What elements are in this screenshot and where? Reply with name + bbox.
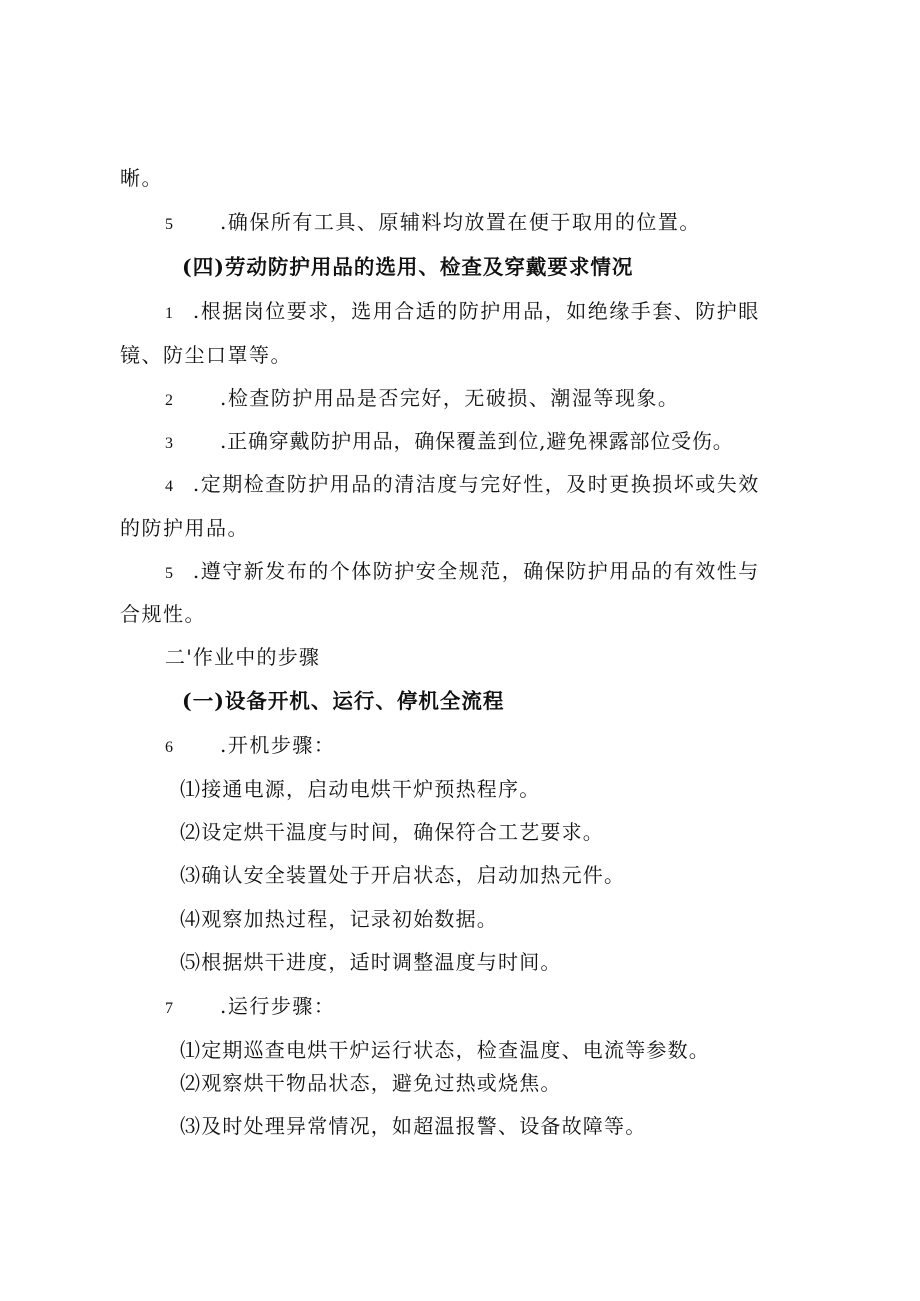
paragraph-line: 合规性。 <box>120 602 206 626</box>
list-item <box>165 470 760 501</box>
sub-list-item: ⑴接通电源，启动电烘干炉预热程序。 <box>180 777 541 801</box>
sub-list-item: ⑶确认安全装置处于开启状态，启动加热元件。 <box>180 863 626 887</box>
list-number: 2 <box>165 392 173 409</box>
list-number: 3 <box>165 435 173 452</box>
list-item <box>165 297 760 328</box>
list-text: .正确穿戴防护用品，确保覆盖到位,避免裸露部位受伤。 <box>220 429 734 453</box>
sub-list-item: ⑸根据烘干进度，适时调整温度与时间。 <box>180 950 562 974</box>
paragraph-line: 镜、防尘口罩等。 <box>120 343 292 367</box>
sub-list-item: ⑵观察烘干物品状态，避免过热或烧焦。 <box>180 1071 562 1095</box>
list-text: .确保所有工具、原辅料均放置在便于取用的位置。 <box>220 210 701 234</box>
list-number: 4 <box>165 478 173 495</box>
list-text: .根据岗位要求，选用合适的防护用品，如绝缘手套、防护眼 <box>192 299 760 323</box>
sub-list-item: ⑵设定烘干温度与时间，确保符合工艺要求。 <box>180 820 604 844</box>
list-item <box>165 992 336 1023</box>
list-text: .遵守新发布的个体防护安全规范，确保防护用品的有效性与 <box>192 559 760 583</box>
list-item <box>165 427 734 458</box>
list-number: 5 <box>165 565 173 582</box>
list-item <box>165 731 336 762</box>
section-heading: (一)设备开机、运行、停机全流程 <box>182 689 505 713</box>
sub-list-item: ⑴定期巡查电烘干炉运行状态，检查温度、电流等参数。 <box>180 1038 710 1062</box>
sub-list-item: ⑷观察加热过程，记录初始数据。 <box>180 907 498 931</box>
chapter-heading: 二'作业中的步骤 <box>165 645 321 669</box>
list-text: .定期检查防护用品的清洁度与完好性，及时更换损坏或失效 <box>192 472 760 496</box>
list-number: 1 <box>165 305 173 322</box>
list-item <box>165 557 760 588</box>
list-text: .开机步骤： <box>220 733 336 757</box>
list-number: 5 <box>165 216 173 233</box>
paragraph-line: 晰。 <box>120 166 163 190</box>
list-number: 6 <box>165 739 173 756</box>
list-item <box>165 208 701 239</box>
list-text: .运行步骤： <box>220 994 336 1018</box>
section-heading: (四)劳动防护用品的选用、检查及穿戴要求情况 <box>182 255 634 279</box>
list-item <box>165 384 680 415</box>
list-text: .检查防护用品是否完好，无破损、潮湿等现象。 <box>220 386 680 410</box>
list-number: 7 <box>165 1000 173 1017</box>
sub-list-item: ⑶及时处理异常情况，如超温报警、设备故障等。 <box>180 1114 647 1138</box>
paragraph-line: 的防护用品。 <box>120 516 249 540</box>
